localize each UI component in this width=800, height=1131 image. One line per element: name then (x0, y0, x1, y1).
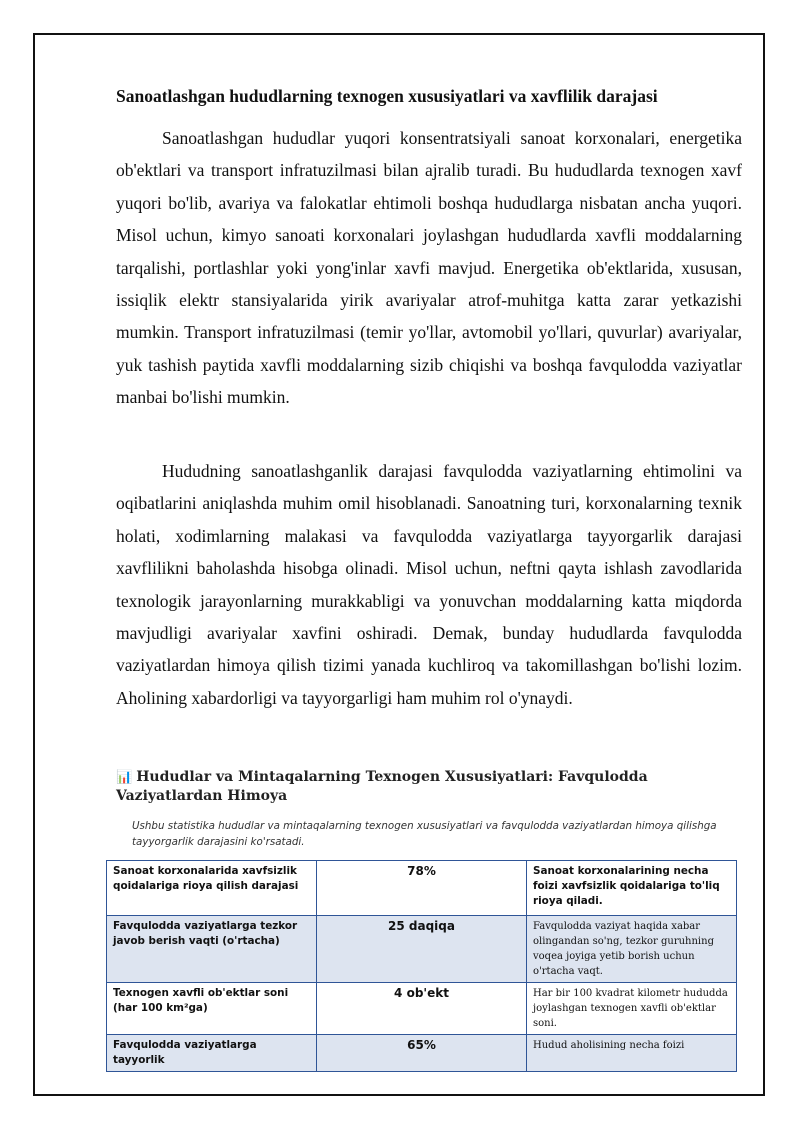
row-value: 25 daqiqa (317, 916, 527, 983)
statistics-title (116, 768, 746, 805)
row-label: Favqulodda vaziyatlarga tezkor javob berish vaqti (o'rtacha) (107, 916, 317, 983)
row-value: 4 ob'ekt (317, 983, 527, 1035)
row-description: Har bir 100 kvadrat kilometr hududda joylashgan texnogen xavfli ob'ektlar soni. (527, 983, 737, 1035)
row-value: 65% (317, 1035, 527, 1072)
section-heading: Sanoatlashgan hududlarning texnogen xususiyatlari va xavflilik darajasi (116, 86, 658, 106)
row-label: Texnogen xavfli ob'ektlar soni (har 100 km²ga) (107, 983, 317, 1035)
paragraph-2: Hududning sanoatlashganlik darajasi favqulodda vaziyatlarning ehtimolini va oqibatlarini aniqlashda muhim omil hisoblanadi. Sanoatning turi, korxonalarning texnik holati, xodimlarning malakasi va favqulodda vaziyatlarga tayyorgarlik darajasi xavflilikni baholashda hisobga olinadi. Misol uchun, neftni qayta ishlash zavodlarida texnologik jarayonlarning murakkabligi va yonuvchan moddalarning katta miqdorda mavjudligi avariyalar xavfini oshiradi. Demak, bunday hududlarda favqulodda vaziyatlardan himoya qilish tizimi yanada kuchliroq va takomillashgan bo'lishi lozim. Aholining xabardorligi va tayyorgarligi ham muhim rol o'ynaydi. (116, 461, 742, 708)
row-description: Favqulodda vaziyat haqida xabar olingandan so'ng, tezkor guruhning voqea joyiga yetib borish uchun o'rtacha vaqt. (527, 916, 737, 983)
statistics-title-text: Hududlar va Mintaqalarning Texnogen Xususiyatlari: Favqulodda Vaziyatlardan Himoya (116, 769, 648, 804)
row-description: Sanoat korxonalarining necha foizi xavfsizlik qoidalariga to'liq rioya qiladi. (527, 861, 737, 916)
table-row (107, 1035, 737, 1072)
statistics-subtitle: Ushbu statistika hududlar va mintaqalarning texnogen xususiyatlari va favqulodda vaziyatlardan himoya qilishga tayyorgarlik darajasini ko'rsatadi. (132, 820, 717, 848)
row-label: Sanoat korxonalarida xavfsizlik qoidalariga rioya qilish darajasi (107, 861, 317, 916)
table-row (107, 916, 737, 983)
bar-chart-icon: 📊 (116, 770, 133, 785)
table-row (107, 861, 737, 916)
paragraph-1: Sanoatlashgan hududlar yuqori konsentratsiyali sanoat korxonalari, energetika ob'ektlari va transport infratuzilmasi bilan ajralib turadi. Bu hududlarda texnogen xavf yuqori bo'lib, avariya va falokatlar ehtimoli boshqa hududlarga nisbatan ancha yuqori. Misol uchun, kimyo sanoati korxonalari joylashgan hududlarda xavfli moddalarning tarqalishi, portlashlar yoki yong'inlar xavfi mavjud. Energetika ob'ektlarida, xususan, issiqlik elektr stansiyalarida yirik avariyalar atrof-muhitga katta zarar yetkazishi mumkin. Transport infratuzilmasi (temir yo'llar, avtomobil yo'llari, quvurlar) avariyalar, yuk tashish paytida xavfli moddalarning sizib chiqishi va boshqa favqulodda vaziyatlar manbai bo'lishi mumkin. (116, 128, 742, 408)
row-value: 78% (317, 861, 527, 916)
table-row (107, 983, 737, 1035)
row-label: Favqulodda vaziyatlarga tayyorlik (107, 1035, 317, 1072)
statistics-table (106, 860, 737, 1072)
row-description: Hudud aholisining necha foizi (527, 1035, 737, 1072)
